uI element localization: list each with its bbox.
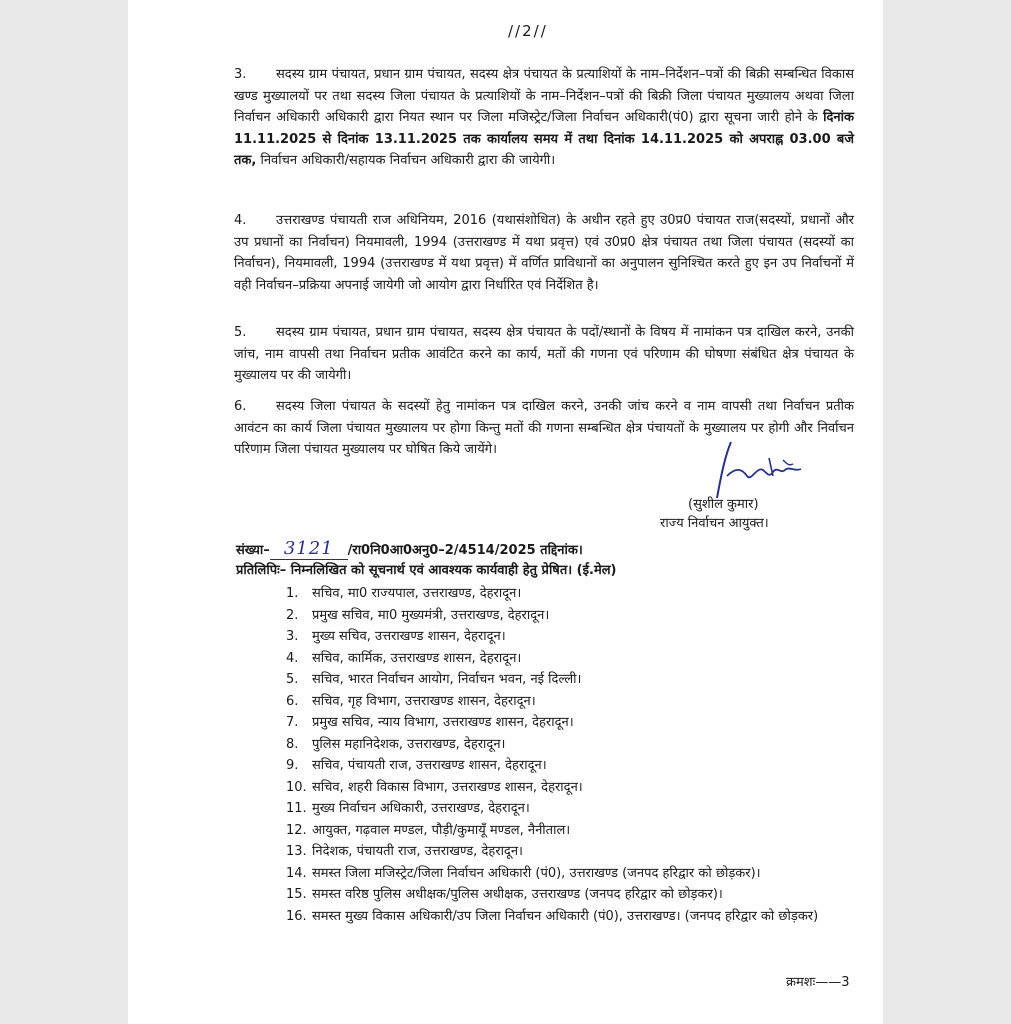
copy-to-item xyxy=(286,863,860,885)
copy-to-item-number: 8. xyxy=(286,736,299,752)
copy-to-item xyxy=(286,712,860,734)
copy-to-item-number: 1. xyxy=(286,586,299,601)
paragraph-number: 6. xyxy=(234,399,247,414)
paragraph-5 xyxy=(234,322,854,387)
copy-to-item-text: समस्त वरिष्ठ पुलिस अधीक्षक/पुलिस अधीक्षक, उत्तराखण्ड (जनपद हरिद्वार को छोड़कर)। xyxy=(312,887,723,902)
copy-to-item-text: मुख्य निर्वाचन अधिकारी, उत्तराखण्ड, देहरादून। xyxy=(312,801,530,816)
copy-to-item xyxy=(286,798,860,820)
copy-to-item-number: 15. xyxy=(286,887,307,902)
copy-to-item xyxy=(286,669,860,691)
reference-rest: /रा0नि0आ0अनु0–2/4514/2025 तद्दिनांक। xyxy=(347,543,583,558)
paragraph-text: सदस्य ग्राम पंचायत, प्रधान ग्राम पंचायत, सदस्य क्षेत्र पंचायत के पदों/स्थानों के विषय में नामांकन पत्र दाखिल करने, उनकी जांच, नाम वापसी तथा निर्वाचन प्रतीक आवंटित करने का कार्य, मतों की गणना एवं परिणाम की घोषणा संबंधित क्षेत्र पंचायत के मुख्यालय पर की जायेगी। xyxy=(234,325,854,383)
paragraph-number: 3. xyxy=(234,67,247,82)
copy-to-item xyxy=(286,734,860,756)
copy-to-item xyxy=(286,906,860,928)
copy-to-item-text: सचिव, कार्मिक, उत्तराखण्ड शासन, देहरादून। xyxy=(312,650,522,666)
copy-to-list xyxy=(286,583,860,927)
handwritten-number: 3121 xyxy=(283,538,334,559)
copy-to-item-text: आयुक्त, गढ़वाल मण्डल, पौड़ी/कुमायूँ मण्डल, नैनीताल। xyxy=(312,822,571,838)
page-number: //2// xyxy=(508,22,548,40)
copy-to-item-number: 9. xyxy=(286,758,299,773)
copy-to-item xyxy=(286,626,860,648)
paragraph-text: उत्तराखण्ड पंचायती राज अधिनियम, 2016 (यथासंशोधित) के अधीन रहते हुए उ0प्र0 पंचायत राज(सदस्यों, प्रधानों और उप प्रधानों का निर्वाचन) नियमावली, 1994 (उत्तराखण्ड में यथा प्रवृत्त) एवं उ0प्र0 क्षेत्र पंचायत तथा जिला पंचायत (सदस्यों का निर्वाचन), नियमावली, 1994 (उत्तराखण्ड में यथा प्रवृत्त) में वर्णित प्राविधानों का अनुपालन सुनिश्चित करते हुए इन उप निर्वाचनों में वही निर्वाचन–प्रक्रिया अपनाई जायेगी जो आयोग द्वारा निर्धारित एवं निर्देशित है। xyxy=(234,213,854,293)
copy-to-item-number: 16. xyxy=(286,908,307,924)
copy-to-item-text: सचिव, पंचायती राज, उत्तराखण्ड शासन, देहरादून। xyxy=(312,758,547,773)
copy-to-item-text: निदेशक, पंचायती राज, उत्तराखण्ड, देहरादून। xyxy=(312,844,523,859)
copy-to-item xyxy=(286,691,860,713)
reference-number xyxy=(236,538,583,560)
copy-to-item xyxy=(286,755,860,777)
paragraph-bold-dates: दिनांक 11.11.2025 से दिनांक 13.11.2025 तक कार्यालय समय में तथा दिनांक 14.11.2025 को अपराह्न 03.00 बजे तक, xyxy=(234,110,854,168)
copy-to-item-number: 11. xyxy=(286,801,307,816)
copy-to-item-number: 5. xyxy=(286,672,299,687)
copy-to-item-number: 2. xyxy=(286,607,299,623)
paragraph-text-end: निर्वाचन अधिकारी/सहायक निर्वाचन अधिकारी द्वारा की जायेगी। xyxy=(256,153,556,168)
copy-to-item xyxy=(286,777,860,799)
copy-to-item-number: 6. xyxy=(286,693,299,709)
paragraph-text: सदस्य ग्राम पंचायत, प्रधान ग्राम पंचायत, सदस्य क्षेत्र पंचायत के प्रत्याशियों के नाम–निर्देशन–पत्रों की बिक्री सम्बन्धित विकास खण्ड मुख्यालयों पर तथा सदस्य जिला पंचायत के प्रत्याशियों के नाम–निर्देशन–पत्रों की बिक्री जिला पंचायत मुख्यालय अथवा जिला निर्वाचन अधिकारी अधिकारी द्वारा नियत स्थान पर जिला मजिस्ट्रेट/जिला निर्वाचन अधिकारी(पं0) द्वारा सूचना जारी होने के xyxy=(234,67,854,125)
copy-to-item xyxy=(286,583,860,605)
copy-to-item-text: सचिव, भारत निर्वाचन आयोग, निर्वाचन भवन, नई दिल्ली। xyxy=(312,672,582,687)
copy-to-item xyxy=(286,841,860,863)
copy-to-item xyxy=(286,820,860,842)
copy-to-item xyxy=(286,648,860,670)
copy-to-item-text: सचिव, मा0 राज्यपाल, उत्तराखण्ड, देहरादून। xyxy=(312,586,522,601)
copy-to-item xyxy=(286,605,860,627)
copy-to-item-text: सचिव, शहरी विकास विभाग, उत्तराखण्ड शासन, देहरादून। xyxy=(312,779,583,795)
copy-to-item-text: समस्त जिला मजिस्ट्रेट/जिला निर्वाचन अधिकारी (पं0), उत्तराखण्ड (जनपद हरिद्वार को छोड़कर)। xyxy=(312,865,761,881)
copy-to-item-text: सचिव, गृह विभाग, उत्तराखण्ड शासन, देहरादून। xyxy=(312,693,536,709)
continued-marker: क्रमशः——3 xyxy=(786,975,850,990)
copy-to-item-text: प्रमुख सचिव, मा0 मुख्यमंत्री, उत्तराखण्ड, देहरादून। xyxy=(312,607,550,623)
copy-to-item-number: 14. xyxy=(286,865,307,881)
copy-to-item-text: पुलिस महानिदेशक, उत्तराखण्ड, देहरादून। xyxy=(312,736,506,752)
paragraph-text: सदस्य जिला पंचायत के सदस्यों हेतु नामांकन पत्र दाखिल करने, उनकी जांच करने व नाम वापसी तथा निर्वाचन प्रतीक आवंटन का कार्य जिला पंचायत मुख्यालय पर होगा किन्तु मतों की गणना सम्बन्धित क्षेत्र पंचायतों के मुख्यालय पर होगी और निर्वाचन परिणाम जिला पंचायत मुख्यालय पर घोषित किये जायेंगे। xyxy=(234,399,854,457)
copy-to-item-number: 3. xyxy=(286,629,299,644)
signatory-name: (सुशील कुमार) xyxy=(688,497,759,512)
copy-to-item-number: 13. xyxy=(286,844,307,859)
copy-to-item-text: मुख्य सचिव, उत्तराखण्ड शासन, देहरादून। xyxy=(312,629,506,644)
paragraph-4 xyxy=(234,210,854,296)
copy-to-item-number: 7. xyxy=(286,715,299,730)
reference-label: संख्या– xyxy=(236,543,270,558)
copy-to-item xyxy=(286,884,860,906)
paragraph-3 xyxy=(234,64,854,172)
paragraph-number: 5. xyxy=(234,325,247,340)
copy-to-item-text: प्रमुख सचिव, न्याय विभाग, उत्तराखण्ड शासन, देहरादून। xyxy=(312,715,574,730)
paragraph-number: 4. xyxy=(234,213,247,228)
signatory-designation: राज्य निर्वाचन आयुक्त। xyxy=(660,516,769,531)
copy-to-item-number: 12. xyxy=(286,822,307,838)
copy-to-item-number: 4. xyxy=(286,650,299,666)
copy-to-item-text: समस्त मुख्य विकास अधिकारी/उप जिला निर्वाचन अधिकारी (पं0), उत्तराखण्ड। (जनपद हरिद्वार को छोड़कर) xyxy=(312,908,819,924)
document-page xyxy=(128,0,883,1024)
copy-to-item-number: 10. xyxy=(286,779,307,795)
copy-to-header: प्रतिलिपिः– निम्नलिखित को सूचनार्थ एवं आवश्यक कार्यवाही हेतु प्रेषित। (ई.मेल) xyxy=(236,563,617,578)
